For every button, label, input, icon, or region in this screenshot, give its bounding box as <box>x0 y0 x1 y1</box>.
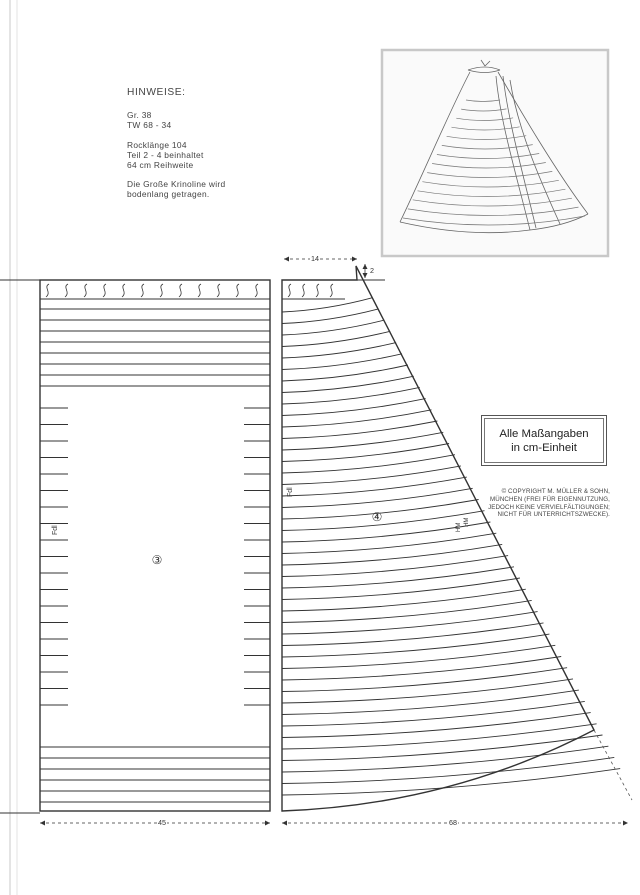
copyright-line-3: JEDOCH KEINE VERVIELFÄLTIGUNGEN; <box>488 503 610 511</box>
band-arc <box>282 657 561 681</box>
copyright-notice <box>470 488 610 519</box>
gather-mark <box>302 284 305 297</box>
gather-mark <box>217 284 220 297</box>
band-arc <box>282 399 426 416</box>
band-arc <box>282 354 402 370</box>
gather-mark <box>330 284 333 297</box>
notes-remark-line2: bodenlang getragen. <box>127 189 210 200</box>
band-arc <box>282 634 549 657</box>
piece-4-band-arcs <box>282 298 620 795</box>
band-arc <box>282 331 390 346</box>
band-arc <box>282 623 544 646</box>
band-arc <box>282 477 467 496</box>
copyright-line-1: © COPYRIGHT M. MÜLLER & SOHN, <box>501 488 610 495</box>
notes-tw: TW 68 - 34 <box>127 120 172 131</box>
notes-remark-line1: Die Große Krinoline wird <box>127 179 226 190</box>
band-arc <box>282 600 532 622</box>
piece-4-gather-marks <box>288 284 333 297</box>
gather-mark <box>103 284 106 297</box>
piece-3-outline <box>40 280 270 811</box>
band-arc <box>282 612 538 634</box>
dim-top-offset: 2 <box>370 266 374 275</box>
copyright-line-4: NICHT FÜR UNTERRICHTSZWECKE). <box>497 511 610 519</box>
piece-3-gather-marks <box>46 284 258 297</box>
pattern-piece-3 <box>40 280 270 811</box>
notes-size: Gr. 38 <box>127 110 152 121</box>
band-arc <box>282 455 455 473</box>
units-line-1: Alle Maßangaben <box>499 427 589 440</box>
crinoline-illustration <box>382 50 608 256</box>
pattern-piece-4 <box>282 266 632 811</box>
notes-heading: HINWEISE: <box>127 87 186 98</box>
band-arc <box>282 432 443 450</box>
band-arc <box>282 488 473 507</box>
dim-width-left: 45 <box>158 818 166 827</box>
piece-4-number: ④ <box>371 510 383 524</box>
gather-mark <box>316 284 319 297</box>
piece-3-grain-label: Fdl <box>52 525 59 535</box>
notes-parts: Teil 2 - 4 beinhaltet <box>127 149 204 160</box>
band-arc <box>282 376 414 392</box>
gather-mark <box>236 284 239 297</box>
dim-top-width: 14 <box>311 254 319 263</box>
gather-mark <box>179 284 182 297</box>
gather-mark <box>46 284 49 297</box>
band-arc <box>282 410 432 427</box>
piece-4-outline <box>282 266 594 811</box>
notes-skirt-length: Rocklänge 104 <box>127 139 187 150</box>
gather-mark <box>255 284 258 297</box>
dim-width-right: 68 <box>449 818 457 827</box>
band-arc <box>282 421 437 439</box>
gather-mark <box>122 284 125 297</box>
band-arc <box>282 365 408 381</box>
band-arc <box>282 645 555 668</box>
band-arc <box>282 679 573 703</box>
units-info-box <box>481 415 607 466</box>
gather-mark <box>84 284 87 297</box>
band-arc <box>282 444 449 462</box>
hem-mark-1: HM <box>456 522 462 532</box>
units-line-2: in cm-Einheit <box>511 441 577 454</box>
band-arc <box>282 387 420 404</box>
hem-mark-2: HM <box>464 517 470 527</box>
gather-mark <box>288 284 291 297</box>
band-arc <box>282 343 396 358</box>
piece-3-number: ③ <box>151 553 163 567</box>
copyright-line-2: MÜNCHEN (FREI FÜR EIGENNUTZUNG, <box>490 495 610 503</box>
gather-mark <box>65 284 68 297</box>
notes-gather-width: 64 cm Reihweite <box>127 160 194 171</box>
band-arc <box>282 668 567 692</box>
gather-mark <box>198 284 201 297</box>
band-arc <box>282 769 620 795</box>
piece-4-grain-label: Fdl <box>287 487 294 497</box>
gather-mark <box>160 284 163 297</box>
band-arc <box>282 466 461 485</box>
band-arc <box>282 298 373 312</box>
gather-mark <box>141 284 144 297</box>
